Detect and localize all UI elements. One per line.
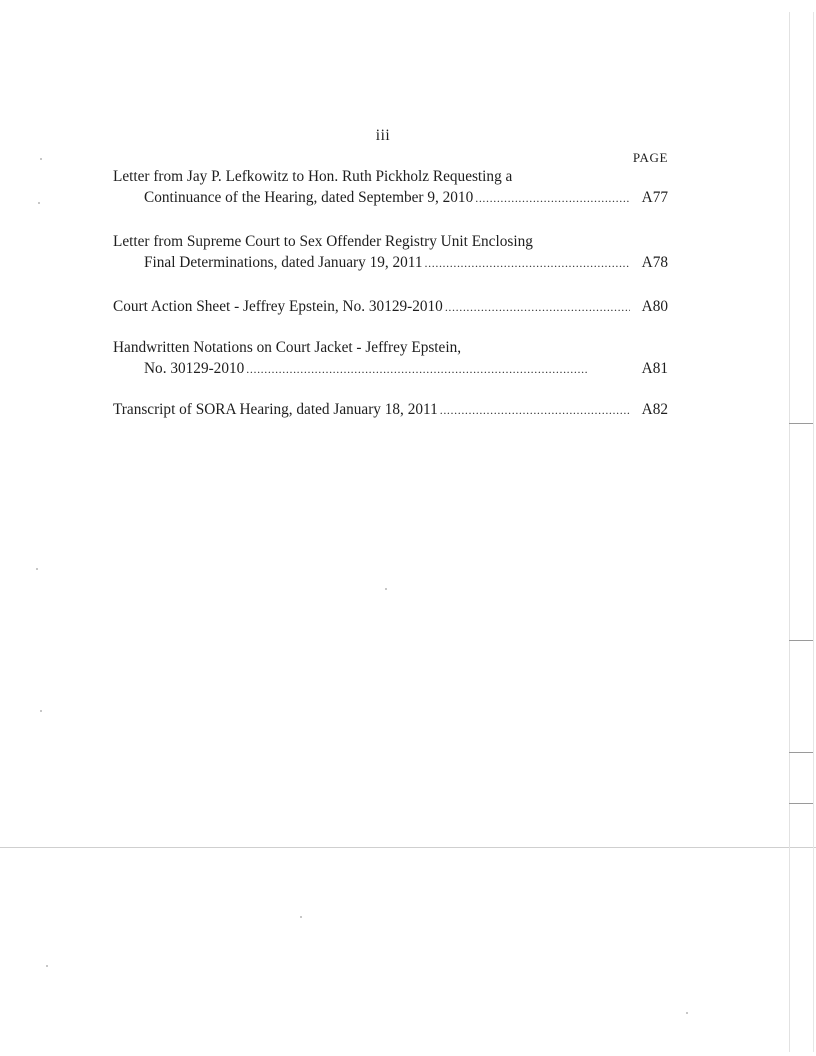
scan-fold-line <box>0 847 816 848</box>
scan-edge-tick <box>789 640 813 641</box>
dot-leader <box>246 359 630 380</box>
scan-speck <box>40 158 42 160</box>
toc-entry-title-line: No. 30129-2010 <box>144 360 245 377</box>
toc-entry-title-line: Final Determinations, dated January 19, 2011 <box>144 254 423 271</box>
dot-leader <box>475 188 630 209</box>
dot-leader <box>440 400 630 421</box>
scan-edge-line <box>789 12 790 1052</box>
toc-entry-title-line: Letter from Supreme Court to Sex Offender Registry Unit Enclosing <box>113 233 533 250</box>
scan-speck <box>36 568 38 570</box>
scan-speck <box>686 1012 688 1014</box>
table-of-contents <box>113 166 668 421</box>
toc-entry <box>113 296 668 318</box>
scan-edge-tick <box>789 423 813 424</box>
dot-leader <box>445 297 630 318</box>
scan-speck <box>300 916 302 918</box>
page-number: iii <box>375 127 391 144</box>
dot-leader <box>425 253 630 274</box>
page-column-header: PAGE <box>632 150 668 165</box>
toc-entry-page-ref: A80 <box>641 298 668 315</box>
scan-speck <box>38 202 40 204</box>
scan-edge-tick <box>789 803 813 804</box>
toc-entry-page-ref: A77 <box>641 189 668 206</box>
scan-edge-tick <box>789 752 813 753</box>
toc-entry-page-ref: A78 <box>641 254 668 271</box>
toc-entry <box>113 337 668 380</box>
toc-entry <box>113 399 668 421</box>
toc-entry-page-ref: A82 <box>641 401 668 418</box>
toc-entry-title-line: Continuance of the Hearing, dated September 9, 2010 <box>144 189 474 206</box>
toc-entry-title-line: Transcript of SORA Hearing, dated January 18, 2011 <box>113 401 438 418</box>
scan-speck <box>40 710 42 712</box>
toc-entry <box>113 166 668 209</box>
scan-edge-line <box>813 12 814 1052</box>
scan-speck <box>385 588 387 590</box>
toc-entry-title-line: Court Action Sheet - Jeffrey Epstein, No. 30129-2010 <box>113 298 443 315</box>
toc-entry <box>113 231 668 274</box>
toc-entry-title-line: Handwritten Notations on Court Jacket - Jeffrey Epstein, <box>113 339 462 356</box>
toc-entry-title-line: Letter from Jay P. Lefkowitz to Hon. Ruth Pickholz Requesting a <box>113 168 513 185</box>
scan-speck <box>46 965 48 967</box>
toc-entry-page-ref: A81 <box>641 360 668 377</box>
